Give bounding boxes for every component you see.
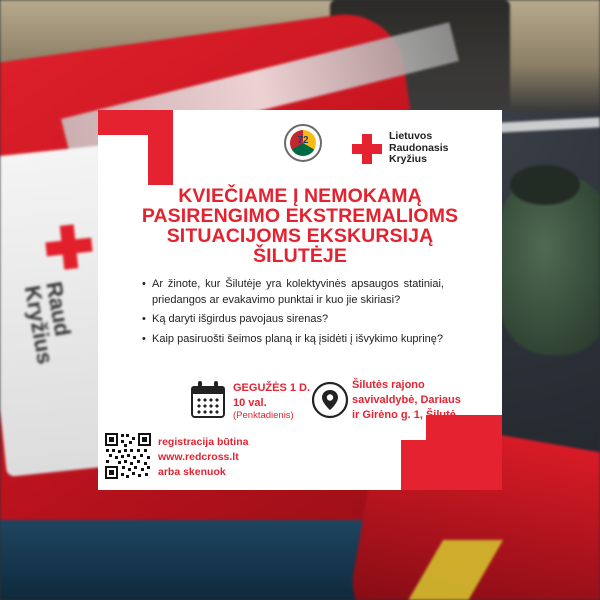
invitation-card — [98, 110, 502, 490]
event-location: Šilutės rajono savivaldybė, Dariaus ir Girėno g. 1, Šilutė — [352, 379, 461, 421]
headline-line-1: KVIEČIAME Į NEMOKAMĄ — [178, 185, 422, 207]
qr-code-icon[interactable] — [104, 432, 152, 480]
headline-line-2: PASIRENGIMO EKSTREMALIOMS — [141, 205, 459, 227]
anniversary-seal-logo — [284, 124, 322, 162]
seal-number: 72 — [297, 135, 309, 146]
headline-line-4: ŠILUTĖJE — [253, 245, 347, 267]
question-list — [142, 277, 444, 351]
website-link[interactable]: www.redcross.lt — [158, 451, 239, 463]
registration-required-text: registracija būtina — [158, 436, 249, 448]
event-time: 10 val. — [233, 397, 267, 409]
list-item: • Kaip pasiruošti šeimos planą ir ką įsidėti į išvykimo kuprinę? — [142, 332, 444, 348]
list-item: • Ką daryti išgirdus pavojaus sirenas? — [142, 312, 444, 328]
event-date: GEGUŽĖS 1 D. — [233, 382, 311, 394]
headline-line-3: SITUACIJOMS EKSKURSIJĄ — [166, 225, 434, 247]
red-cross-icon — [352, 134, 382, 164]
location-pin-icon — [311, 381, 349, 419]
jacket-print: Raud Kryžius — [19, 279, 76, 367]
headline — [108, 186, 492, 266]
registration-info — [158, 435, 248, 480]
red-cross-logo-text: Lietuvos Raudonasis Kryžius — [389, 130, 449, 165]
calendar-icon — [191, 381, 227, 419]
scan-text: arba skenuok — [158, 466, 226, 478]
event-weekday: (Penktadienis) — [233, 410, 294, 421]
list-item: • Ar žinote, kur Šilutėje yra kolektyvinės apsaugos statiniai, priedangos ar evakavimo punktai ir kuo jie skiriasi? — [142, 277, 444, 308]
